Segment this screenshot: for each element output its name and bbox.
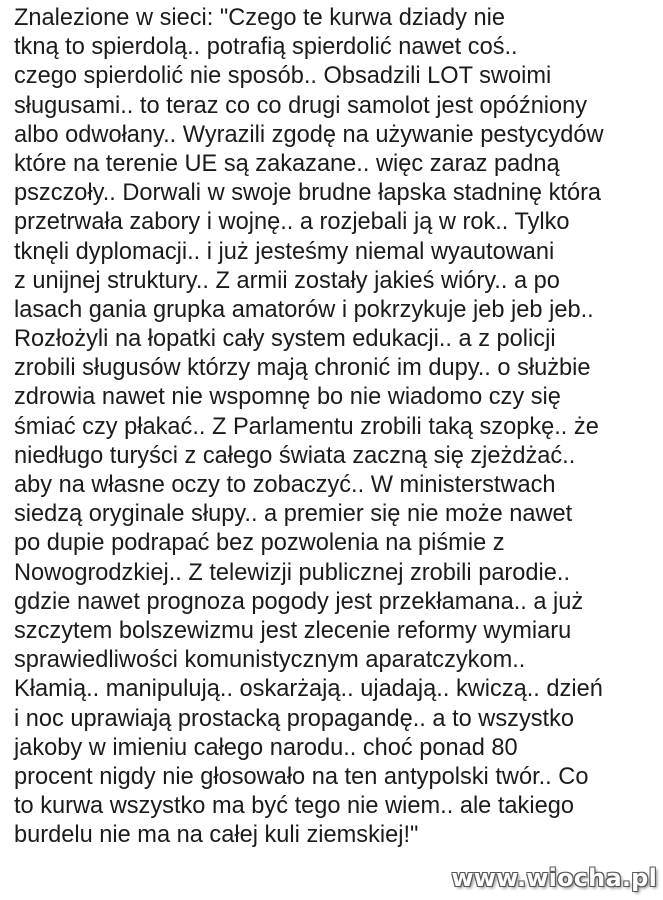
- post-line: gdzie nawet prognoza pogody jest przekłamana.. a już: [14, 588, 584, 615]
- post-line: niedługo turyści z całego świata zaczną się zjeżdżać..: [14, 442, 576, 469]
- post-line: zrobili sługusów którzy mają chronić im dupy.. o służbie: [14, 355, 591, 382]
- post-line: pszczoły.. Dorwali w swoje brudne łapska stadninę która: [14, 180, 602, 207]
- post-line: Znalezione w sieci: "Czego te kurwa dziady nie: [14, 5, 505, 31]
- site-watermark: www.wiocha.pl: [451, 864, 657, 892]
- post-line: burdelu nie ma na całej kuli ziemskiej!": [14, 822, 419, 849]
- post-line: albo odwołany.. Wyrazili zgodę na używanie pestycydów: [14, 121, 604, 148]
- post-line: tkną to spierdolą.. potrafią spierdolić nawet coś..: [14, 34, 518, 61]
- post-line: z unijnej struktury.. Z armii zostały jakieś wióry.. a po: [14, 267, 560, 294]
- post-line: sprawiedliwości komunistycznym aparatczykom..: [14, 647, 526, 674]
- post-line: i noc uprawiają prostacką propagandę.. a to wszystko: [14, 705, 575, 732]
- post-line: lasach gania grupka amatorów i pokrzykuje jeb jeb jeb..: [14, 296, 594, 323]
- post-line: procent nigdy nie głosowało na ten antypolski twór.. Co: [14, 763, 589, 790]
- post-line: które na terenie UE są zakazane.. więc zaraz padną: [14, 150, 560, 177]
- post-line: Kłamią.. manipulują.. oskarżają.. ujadają.. kwiczą.. dzień: [14, 676, 603, 703]
- post-line: tknęli dyplomacji.. i już jesteśmy niemal wyautowani: [14, 238, 555, 265]
- post-line: czego spierdolić nie sposób.. Obsadzili LOT swoimi: [14, 63, 552, 90]
- post-line: po dupie podrapać bez pozwolenia na piśmie z: [14, 530, 505, 557]
- post-line: śmiać czy płakać.. Z Parlamentu zrobili taką szopkę.. że: [14, 413, 599, 440]
- post-line: to kurwa wszystko ma być tego nie wiem.. ale takiego: [14, 793, 574, 820]
- post-line: szczytem bolszewizmu jest zlecenie reformy wymiaru: [14, 617, 572, 644]
- post-text: [14, 4, 659, 850]
- post-line: aby na własne oczy to zobaczyć.. W ministerstwach: [14, 472, 556, 498]
- post-line: zdrowia nawet nie wspomnę bo nie wiadomo czy się: [14, 384, 561, 411]
- post-line: przetrwała zabory i wojnę.. a rozjebali ją w rok.. Tylko: [14, 209, 570, 236]
- post-line: Nowogrodzkiej.. Z telewizji publicznej zrobili parodie..: [14, 559, 571, 586]
- post-line: siedzą oryginale słupy.. a premier się nie może nawet: [14, 501, 573, 528]
- post-line: jakoby w imieniu całego narodu.. choć ponad 80: [14, 734, 518, 761]
- post-line: Rozłożyli na łopatki cały system edukacji.. a z policji: [14, 326, 556, 353]
- post-line: sługusami.. to teraz co co drugi samolot jest opóźniony: [14, 92, 588, 119]
